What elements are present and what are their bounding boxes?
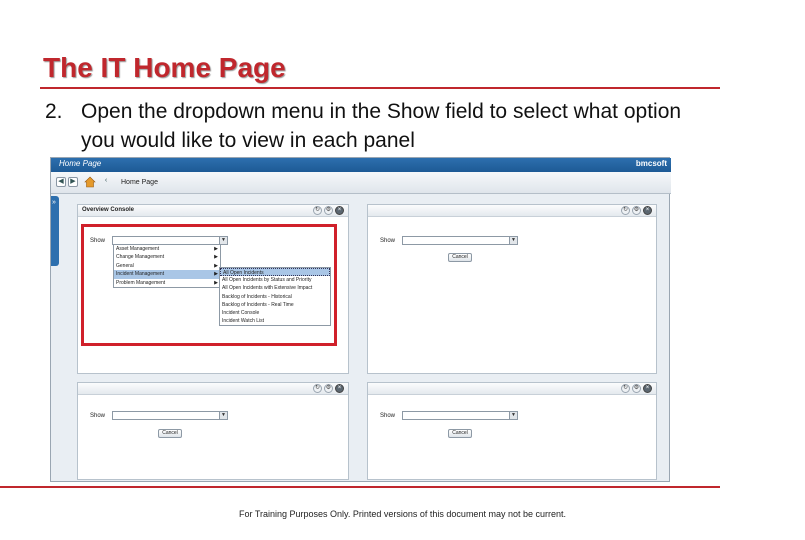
refresh-icon[interactable]: ↻ bbox=[622, 385, 629, 391]
home-icon[interactable] bbox=[84, 176, 96, 188]
submenu-arrow-icon: ▶ bbox=[214, 254, 218, 261]
show-label: Show bbox=[90, 238, 106, 244]
panel-3 bbox=[77, 382, 349, 480]
panel-header bbox=[78, 205, 348, 217]
menu-item[interactable]: Problem Management ▶ bbox=[116, 279, 218, 286]
side-tab-label: Applications bbox=[39, 215, 46, 243]
settings-icon[interactable]: ⚙ bbox=[633, 385, 640, 391]
submenu-arrow-icon: ▶ bbox=[214, 271, 218, 278]
panel-header bbox=[368, 205, 656, 217]
navigation-bar bbox=[51, 172, 671, 194]
chevron-down-icon[interactable]: ▼ bbox=[509, 237, 517, 244]
submenu-item[interactable]: All Open Incidents with Extensive Impact bbox=[222, 285, 313, 292]
forward-button[interactable]: ▶ bbox=[68, 177, 78, 187]
panel-title: Overview Console bbox=[82, 207, 135, 213]
breadcrumb: Home Page bbox=[121, 179, 158, 186]
step-number: 2. bbox=[45, 100, 63, 123]
panel-2 bbox=[367, 204, 657, 374]
cancel-button[interactable]: Cancel bbox=[448, 429, 472, 438]
settings-icon[interactable]: ⚙ bbox=[633, 207, 640, 213]
refresh-icon[interactable]: ↻ bbox=[314, 385, 321, 391]
app-title-bar bbox=[51, 158, 671, 172]
show-label: Show bbox=[380, 238, 396, 244]
submenu-arrow-icon: ▶ bbox=[214, 246, 218, 252]
chevron-down-icon[interactable]: ▼ bbox=[219, 237, 227, 244]
menu-item-selected[interactable]: Incident Management ▶ bbox=[116, 271, 218, 278]
chevron-down-icon[interactable]: ▼ bbox=[219, 412, 227, 419]
cancel-button[interactable]: Cancel bbox=[448, 253, 472, 262]
close-icon[interactable]: × bbox=[643, 384, 652, 393]
settings-icon[interactable]: ⚙ bbox=[325, 385, 332, 391]
show-dropdown[interactable] bbox=[402, 411, 518, 420]
footer-disclaimer: For Training Purposes Only. Printed versions of this document may not be current. bbox=[239, 509, 566, 519]
submenu-item[interactable]: Incident Watch List bbox=[222, 318, 265, 325]
expand-chevron-icon[interactable]: » bbox=[52, 199, 56, 206]
applications-side-tab[interactable] bbox=[39, 196, 59, 266]
submenu-item[interactable]: All Open Incidents by Status and Priority bbox=[222, 277, 312, 284]
menu-item[interactable]: Change Management ▶ bbox=[116, 254, 218, 261]
refresh-icon[interactable]: ↻ bbox=[314, 207, 321, 213]
window-title: Home Page bbox=[59, 159, 102, 168]
close-icon[interactable]: × bbox=[643, 206, 652, 215]
highlight-box bbox=[81, 224, 337, 346]
app-screenshot bbox=[39, 157, 670, 482]
submenu-item[interactable]: Incident Console bbox=[222, 309, 260, 316]
submenu-arrow-icon: ▶ bbox=[214, 279, 218, 286]
panel-header bbox=[368, 383, 656, 395]
menu-item[interactable]: Asset Management ▶ bbox=[116, 246, 218, 252]
close-icon[interactable]: × bbox=[335, 206, 344, 215]
title-divider bbox=[40, 87, 720, 89]
chevron-down-icon[interactable]: ▼ bbox=[509, 412, 517, 419]
show-label: Show bbox=[90, 413, 106, 419]
refresh-icon[interactable]: ↻ bbox=[622, 207, 629, 213]
history-arrow-icon[interactable]: ‹ bbox=[104, 177, 108, 184]
submenu-item[interactable]: Backlog of Incidents - Real Time bbox=[222, 301, 294, 308]
settings-icon[interactable]: ⚙ bbox=[325, 207, 332, 213]
back-button[interactable]: ◀ bbox=[56, 177, 66, 187]
menu-item[interactable]: General ▶ bbox=[116, 262, 218, 269]
slide-title: The IT Home Page bbox=[43, 52, 286, 83]
panel-4 bbox=[367, 382, 657, 480]
step-text: Open the dropdown menu in the Show field to select what option you would like to view in each panel bbox=[81, 100, 682, 152]
submenu-arrow-icon: ▶ bbox=[214, 262, 218, 269]
footer-divider bbox=[0, 486, 720, 488]
show-dropdown[interactable] bbox=[402, 236, 518, 245]
vendor-logo: bmcsoft bbox=[635, 159, 667, 168]
cancel-button[interactable]: Cancel bbox=[158, 429, 182, 438]
show-dropdown[interactable] bbox=[112, 411, 228, 420]
submenu-item[interactable]: Backlog of Incidents - Historical bbox=[222, 293, 292, 300]
submenu-item-selected[interactable]: All Open Incidents bbox=[220, 268, 330, 276]
panel-header bbox=[78, 383, 348, 395]
show-label: Show bbox=[380, 413, 396, 419]
close-icon[interactable]: × bbox=[335, 384, 344, 393]
